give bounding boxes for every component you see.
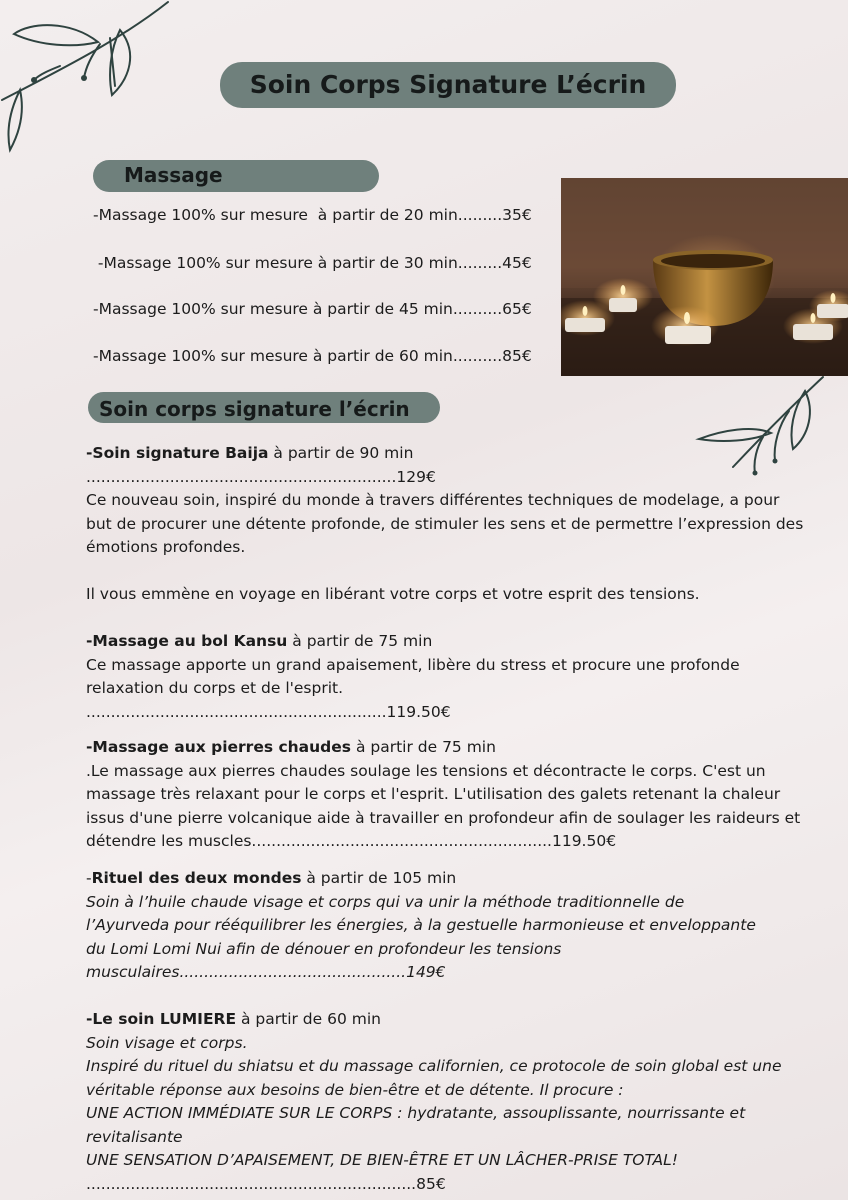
- treatment-prefix: -: [86, 869, 92, 887]
- treatment-description: Inspiré du rituel du shiatsu et du massage californien, ce protocole de soin global est une véritable réponse aux besoins de bien-être et de détente. Il procure :: [86, 1057, 782, 1099]
- massage-item-45: -Massage 100% sur mesure à partir de 45 min..........65€: [93, 300, 532, 318]
- massage-item-60: -Massage 100% sur mesure à partir de 60 min..........85€: [93, 347, 532, 365]
- treatment-description-2: Il vous emmène en voyage en libérant votre corps et votre esprit des tensions.: [86, 585, 700, 603]
- treatment-name: -Massage au bol Kansu: [86, 632, 288, 650]
- section-heading-massage: Massage: [93, 160, 379, 192]
- treatment-name: -Massage aux pierres chaudes: [86, 738, 352, 756]
- treatment-benefit-2: UNE SENSATION D’APAISEMENT, DE BIEN-ÊTRE ET UN LÂCHER-PRISE TOTAL!: [86, 1151, 678, 1169]
- treatment-duration: à partir de 75 min: [351, 738, 496, 756]
- treatment-name: Rituel des deux mondes: [91, 869, 302, 887]
- treatment-benefit-1: UNE ACTION IMMÉDIATE SUR LE CORPS : hydratante, assouplissante, nourrissante et revitalisante: [86, 1104, 746, 1146]
- singing-bowl-candles-photo: [561, 178, 848, 376]
- treatment-duration: à partir de 60 min: [236, 1010, 381, 1028]
- treatment-kansu: [86, 630, 806, 724]
- treatment-price: .............................................................119.50€: [86, 702, 451, 721]
- section-heading-soin-signature: Soin corps signature l’écrin: [88, 392, 440, 423]
- treatment-description: Ce nouveau soin, inspiré du monde à travers différentes techniques de modelage, a pour but de procurer une détente profonde, de stimuler les sens et de permettre l’expression des émotions profondes.: [86, 491, 804, 556]
- treatment-subtitle: Soin visage et corps.: [86, 1033, 248, 1052]
- treatment-description: .Le massage aux pierres chaudes soulage les tensions et décontracte le corps. C'est un massage très relaxant pour le corps et l'esprit. L'utilisation des galets retenant la chaleur issus d'une pierre volcanique aide à travailler en profondeur afin de soulager les raideurs et détendre les muscles.............................................................119.50€: [86, 761, 801, 850]
- treatment-description: Ce massage apporte un grand apaisement, libère du stress et procure une profonde relaxation du corps et de l'esprit.: [86, 655, 740, 697]
- treatment-pierres-chaudes: [86, 736, 806, 854]
- treatment-lumiere: [86, 1008, 806, 1196]
- massage-item-30: -Massage 100% sur mesure à partir de 30 min.........45€: [93, 254, 532, 272]
- treatment-duration: à partir de 90 min: [268, 444, 414, 462]
- treatment-name: -Soin signature Baija: [86, 444, 269, 462]
- treatment-duration: à partir de 75 min: [287, 632, 433, 650]
- treatment-baija: [86, 442, 806, 607]
- massage-item-20: -Massage 100% sur mesure à partir de 20 min.........35€: [93, 206, 532, 224]
- treatment-duration: à partir de 105 min: [301, 869, 457, 887]
- leaf-branch-top-left: [0, 0, 175, 160]
- treatment-description: Soin à l’huile chaude visage et corps qui va unir la méthode traditionnelle de l’Ayurveda pour rééquilibrer les énergies, à la gestuelle harmonieuse et enveloppante du Lomi Lomi Nui afin de dénouer en profondeur les tensions musculaires..............................................149€: [86, 892, 756, 981]
- treatment-price: ...............................................................129€: [86, 467, 436, 486]
- treatment-price: ...................................................................85€: [86, 1174, 446, 1193]
- treatment-rituel-deux-mondes: [86, 867, 806, 985]
- page-title: Soin Corps Signature L’écrin: [220, 62, 676, 108]
- treatment-name: -Le soin LUMIERE: [86, 1010, 237, 1028]
